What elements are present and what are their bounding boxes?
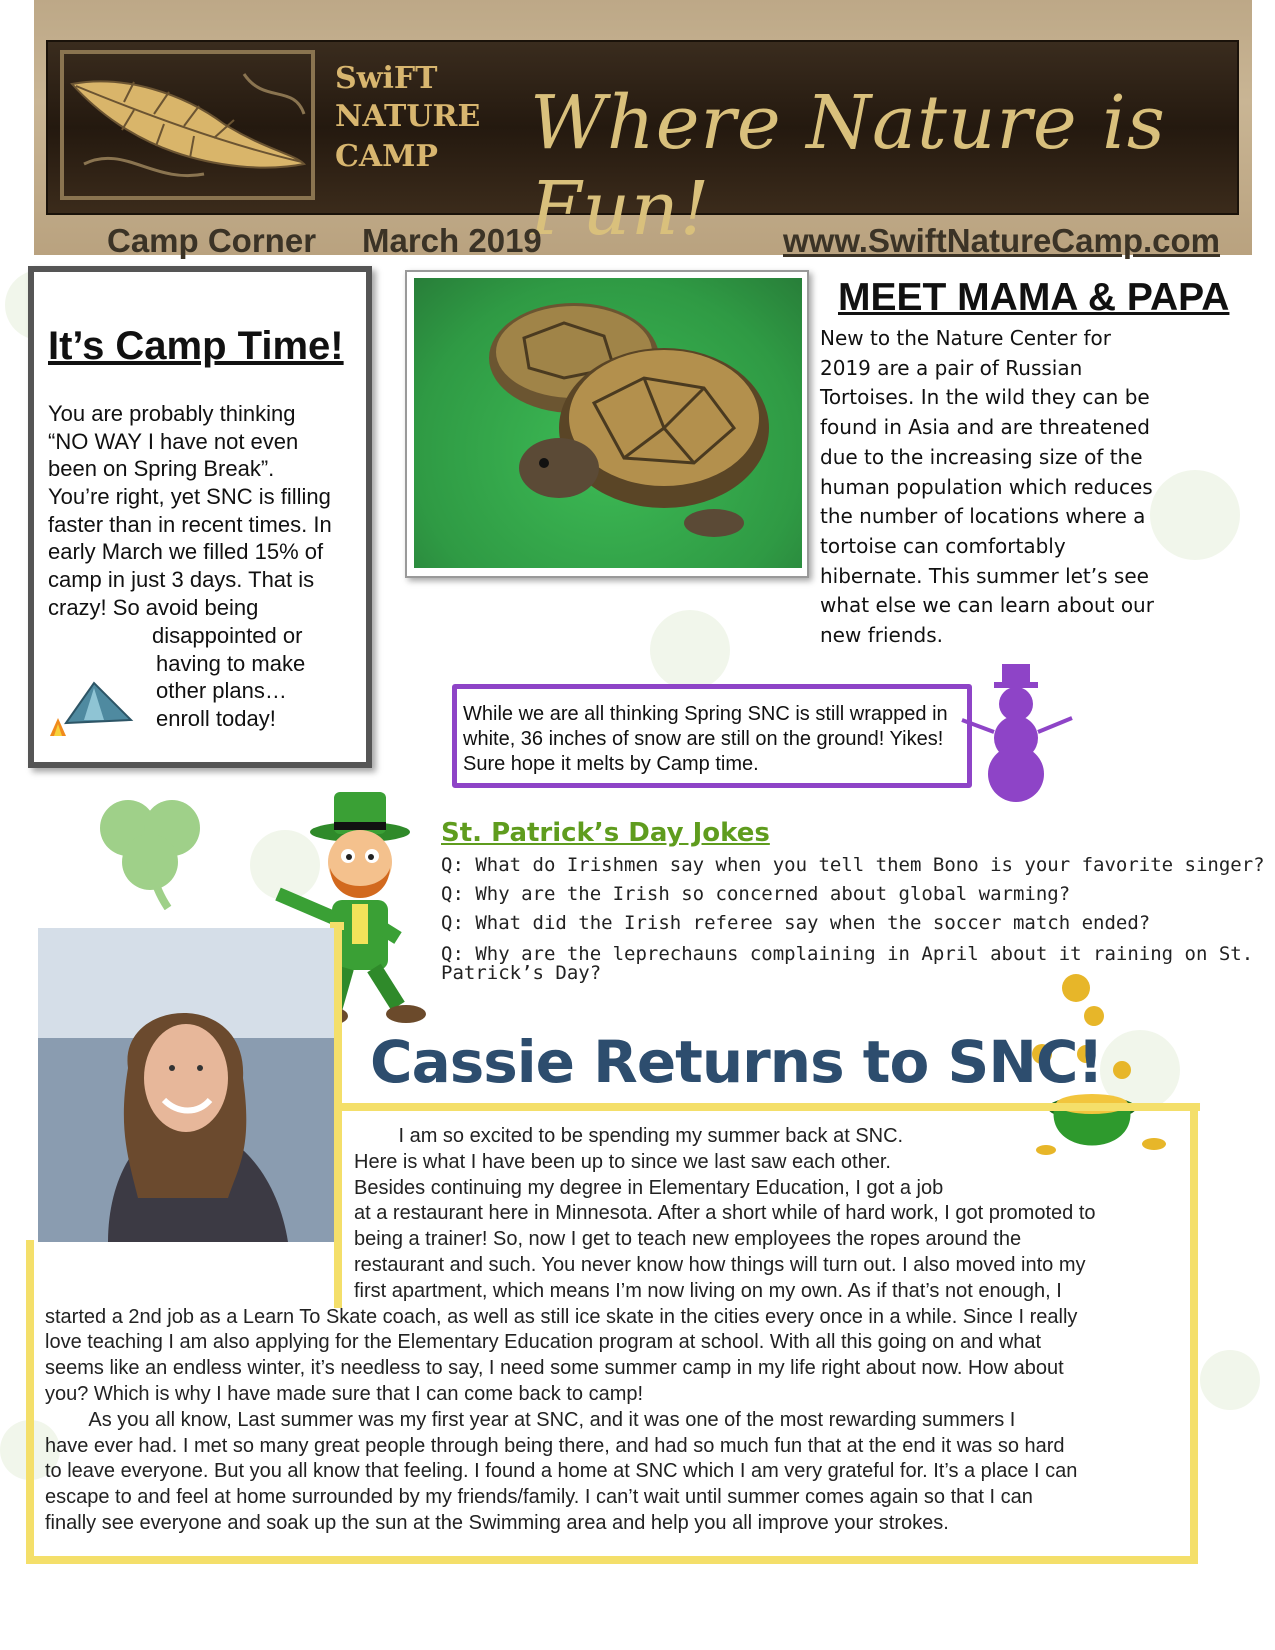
issue-date: March 2019 bbox=[362, 222, 542, 259]
meet-mama-papa-title: MEET MAMA & PAPA bbox=[838, 276, 1230, 319]
joke-item: Patrick’s Day? bbox=[441, 962, 602, 984]
frame-accent bbox=[26, 1556, 1198, 1564]
frame-accent bbox=[340, 1103, 1200, 1111]
frame-accent bbox=[26, 1240, 34, 1563]
joke-item: Q: What did the Irish referee say when the soccer match ended? bbox=[441, 912, 1151, 934]
snowman-icon bbox=[958, 662, 1076, 807]
background-clover bbox=[650, 610, 730, 690]
cassie-paragraph-line: escape to and feel at home surrounded by my friends/family. I can’t wait until summer comes again so that I can bbox=[45, 1486, 1033, 1508]
cassie-paragraph-line: at a restaurant here in Minnesota. After a short while of hard work, I got promoted to bbox=[354, 1202, 1096, 1224]
cassie-paragraph-line: Here is what I have been up to since we last saw each other. bbox=[354, 1151, 891, 1173]
cassie-paragraph-line: restaurant and such. You never know how things will turn out. I also moved into my bbox=[354, 1254, 1086, 1276]
cassie-title: Cassie Returns to SNC! bbox=[370, 1028, 1103, 1096]
frame-accent bbox=[1190, 1103, 1198, 1563]
meet-mama-papa-text: New to the Nature Center for 2019 are a pair of Russian Tortoises. In the wild they can be found in Asia and are threatened due to the increasing size of the human population which reduces the number of locations where a tortoise can comfortably hibernate. This summer let’s see what else we can learn about our new friends. bbox=[820, 326, 1154, 648]
cassie-paragraph-line: love teaching I am also applying for the Elementary Education program at school. With all this going on and what bbox=[45, 1331, 1042, 1353]
camp-time-line: enroll today! bbox=[156, 706, 276, 731]
website-link[interactable]: www.SwiftNatureCamp.com bbox=[783, 222, 1221, 259]
tagline: Where Nature is Fun! bbox=[530, 80, 1166, 252]
camp-name-line2: NATURE bbox=[335, 99, 481, 134]
section-name: Camp Corner bbox=[107, 222, 317, 259]
cassie-paragraph-line: finally see everyone and soak up the sun at the Swimming area and help you all improve your strokes. bbox=[45, 1512, 949, 1534]
background-clover bbox=[1200, 1350, 1260, 1410]
cassie-paragraph-line: first apartment, which means I’m now living on my own. As if that’s not enough, I bbox=[354, 1280, 1062, 1302]
camp-time-line: You’re right, yet SNC is filling bbox=[48, 484, 331, 509]
camp-time-line: having to make bbox=[156, 651, 306, 676]
tent-campfire-icon bbox=[46, 678, 136, 743]
camp-time-line: disappointed or bbox=[152, 623, 303, 648]
cassie-paragraph-line: As you all know, Last summer was my first year at SNC, and it was one of the most rewarding summers I bbox=[45, 1409, 1016, 1431]
camp-time-line: early March we filled 15% of bbox=[48, 539, 324, 564]
joke-item: Q: Why are the leprechauns complaining in April about it raining on St. bbox=[441, 943, 1254, 965]
cassie-paragraph-line: started a 2nd job as a Learn To Skate coach, as well as still ice skate in the cities every once in a while. Since I really bbox=[45, 1306, 1078, 1328]
joke-item: Q: Why are the Irish so concerned about global warming? bbox=[441, 883, 1071, 905]
camp-time-line: crazy! So avoid being bbox=[48, 595, 259, 620]
oak-leaf-icon bbox=[64, 54, 311, 196]
camp-name-line3: CAMP bbox=[335, 139, 438, 174]
camp-time-line: been on Spring Break”. bbox=[48, 456, 275, 481]
camp-time-line: other plans… bbox=[156, 678, 287, 703]
camp-time-title: It’s Camp Time! bbox=[48, 324, 344, 368]
cassie-paragraph-line: Besides continuing my degree in Elementary Education, I got a job bbox=[354, 1177, 944, 1199]
frame-accent bbox=[334, 928, 342, 1308]
joke-item: Q: What do Irishmen say when you tell them Bono is your favorite singer? bbox=[441, 854, 1265, 876]
cassie-photo bbox=[38, 928, 334, 1242]
tortoise-photo bbox=[414, 278, 802, 568]
camp-time-line: faster than in recent times. In bbox=[48, 512, 332, 537]
cassie-paragraph-line: I am so excited to be spending my summer back at SNC. bbox=[354, 1125, 904, 1147]
camp-time-line: You are probably thinking bbox=[48, 401, 296, 426]
cassie-paragraph-line: you? Which is why I have made sure that I can come back to camp! bbox=[45, 1383, 644, 1405]
cassie-paragraph-line: seems like an endless winter, it’s needless to say, I need some summer camp in my life right about now. How about bbox=[45, 1357, 1064, 1379]
jokes-title: St. Patrick’s Day Jokes bbox=[441, 818, 770, 848]
shamrock-icon bbox=[88, 788, 212, 915]
cassie-paragraph-line: have ever had. I met so many great people through being there, and had so much fun that at the end it was so hard bbox=[45, 1435, 1065, 1457]
camp-time-line: camp in just 3 days. That is bbox=[48, 567, 315, 592]
camp-time-line: “NO WAY I have not even bbox=[48, 429, 299, 454]
cassie-paragraph-line: to leave everyone. But you all know that feeling. I found a home at SNC which I am very grateful for. It’s a place I can bbox=[45, 1460, 1078, 1482]
leaf-logo bbox=[60, 50, 315, 200]
cassie-paragraph-line: being a trainer! So, now I get to teach new employees the ropes around the bbox=[354, 1228, 1022, 1250]
camp-name-line1: SwiFT bbox=[335, 61, 438, 96]
snow-callout-text: While we are all thinking Spring SNC is still wrapped in white, 36 inches of snow are still on the ground! Yikes! Sure hope it melts by Camp time. bbox=[463, 703, 948, 775]
